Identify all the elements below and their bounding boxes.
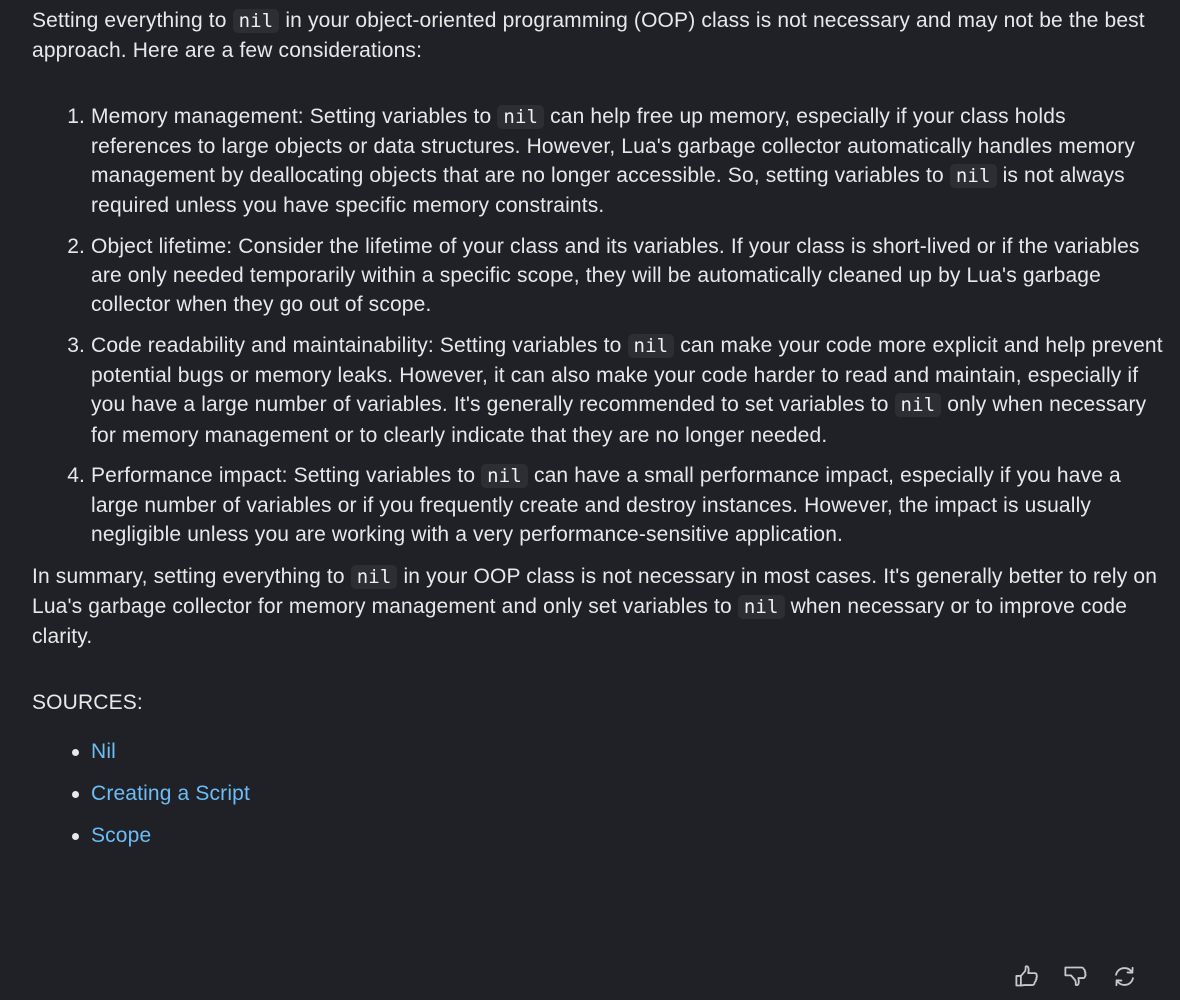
item-text: Performance impact: Setting variables to [91, 463, 482, 487]
summary-text: In summary, setting everything to [32, 564, 351, 588]
summary-text: when necessary or to improve code clarity. [32, 595, 1128, 649]
source-link-creating-a-script[interactable]: Creating a Script [91, 781, 250, 805]
list-item-object-lifetime [91, 232, 1167, 320]
source-item [91, 779, 1167, 808]
regenerate-button[interactable] [1110, 962, 1139, 991]
inline-code: nil [233, 9, 280, 33]
intro-text: in your object-oriented programming (OOP) class is not necessary and may not be the best approach. Here are a few considerations: [32, 9, 1145, 63]
intro-paragraph [32, 6, 1167, 66]
inline-code: nil [351, 565, 398, 589]
item-text: can have a small performance impact, especially if you have a large number of variables or if you frequently create and destroy instances. However, the impact is usually negligible unless you are working with a very performance-sensitive application. [91, 463, 1121, 547]
sources-heading: SOURCES: [32, 690, 143, 714]
inline-code: nil [895, 393, 942, 417]
item-text: Object lifetime: Consider the lifetime of your class and its variables. If your class is short-lived or if the variables are only needed temporarily within a specific scope, they will be automatically cleaned up by Lua's garbage collector when they go out of scope. [91, 234, 1140, 317]
list-item-performance-impact [91, 461, 1167, 550]
inline-code: nil [481, 464, 528, 488]
list-item-memory-management [91, 102, 1167, 221]
item-text: can help free up memory, especially if your class holds references to large objects or data structures. However, Lua's garbage collector automatically handles memory management by deallocating objects that are no longer accessible. So, setting variables to [91, 104, 1136, 188]
list-item-code-readability [91, 331, 1167, 450]
summary-paragraph [32, 562, 1167, 652]
source-link-nil[interactable]: Nil [91, 739, 116, 763]
item-text: can make your code more explicit and help prevent potential bugs or memory leaks. However, it can also make your code harder to read and maintain, especially if you have a large number of variables. It's generally recommended to set variables to [91, 333, 1163, 417]
source-item [91, 821, 1167, 850]
inline-code: nil [628, 334, 675, 358]
item-text: is not always required unless you have specific memory constraints. [91, 164, 1125, 218]
inline-code: nil [950, 164, 997, 188]
summary-text: in your OOP class is not necessary in most cases. It's generally better to rely on Lua's garbage collector for memory management and only set variables to [32, 564, 1158, 619]
sources-list [32, 737, 1167, 850]
regenerate-icon [1111, 963, 1138, 990]
item-text: Code readability and maintainability: Setting variables to [91, 333, 628, 357]
intro-text: Setting everything to [32, 9, 233, 32]
considerations-list [32, 102, 1167, 550]
thumbs-up-button[interactable] [1012, 962, 1041, 991]
thumbs-up-icon [1013, 963, 1040, 990]
inline-code: nil [738, 595, 785, 619]
thumbs-down-button[interactable] [1061, 962, 1090, 991]
item-text: only when necessary for memory management or to clearly indicate that they are no longer needed. [91, 393, 1147, 447]
source-link-scope[interactable]: Scope [91, 823, 152, 847]
item-text: Memory management: Setting variables to [91, 104, 498, 128]
inline-code: nil [497, 105, 544, 129]
source-item [91, 737, 1167, 766]
message-actions [1012, 962, 1139, 991]
thumbs-down-icon [1062, 963, 1089, 990]
assistant-message [32, 6, 1167, 862]
